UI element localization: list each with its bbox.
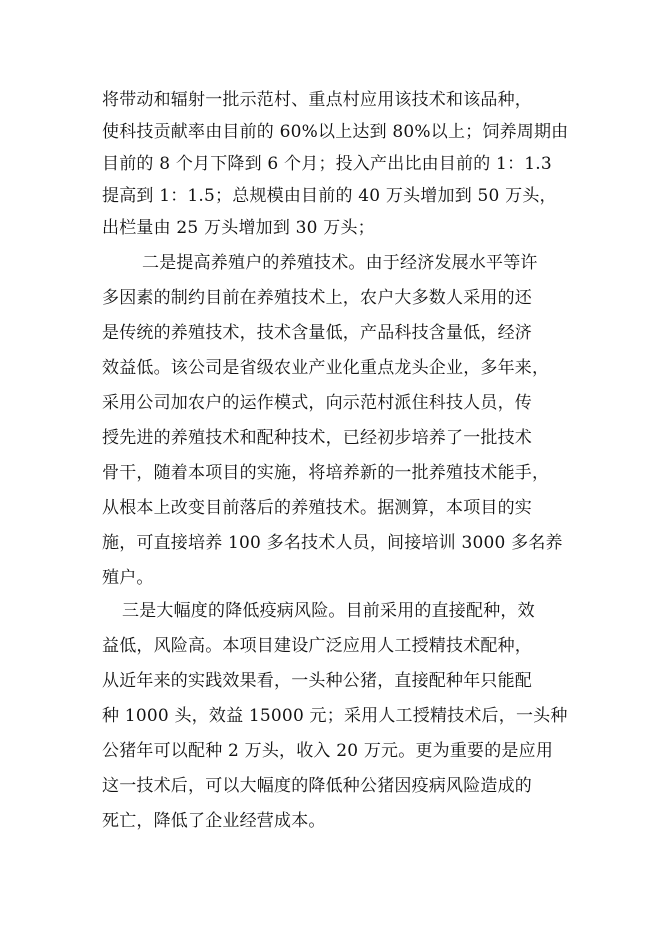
text-line: 施，可直接培养 100 多名技术人员，间接培训 3000 多名养 <box>102 533 563 553</box>
text-line: 从根本上改变目前落后的养殖技术。据测算，本项目的实 <box>102 498 532 518</box>
text-line: 出栏量由 25 万头增加到 30 万头； <box>102 218 375 238</box>
text-line: 效益低。该公司是省级农业产业化重点龙头企业，多年来， <box>102 358 550 378</box>
text-line: 益低，风险高。本项目建设广泛应用人工授精技术配种， <box>102 636 532 656</box>
text-line: 公猪年可以配种 2 万头，收入 20 万元。更为重要的是应用 <box>102 741 554 761</box>
text-line: 死亡，降低了企业经营成本。 <box>102 811 326 831</box>
text-line: 多因素的制约目前在养殖技术上，农户大多数人采用的还 <box>102 288 532 308</box>
text-line: 将带动和辐射一批示范村、重点村应用该技术和该品种， <box>102 90 532 110</box>
text-line: 提高到 1：1.5；总规模由目前的 40 万头增加到 50 万头， <box>102 186 557 206</box>
text-line: 殖户。 <box>102 568 154 588</box>
text-line: 这一技术后，可以大幅度的降低种公猪因疫病风险造成的 <box>102 776 532 796</box>
text-line: 是传统的养殖技术，技术含量低，产品科技含量低，经济 <box>102 323 532 343</box>
text-line: 授先进的养殖技术和配种技术，已经初步培养了一批技术 <box>102 428 532 448</box>
text-line: 种 1000 头，效益 15000 元；采用人工授精技术后，一头种 <box>102 706 568 726</box>
text-line: 目前的 8 个月下降到 6 个月；投入产出比由目前的 1：1.3 <box>102 154 552 174</box>
text-line: 骨干，随着本项目的实施，将培养新的一批养殖技术能手， <box>102 463 550 483</box>
text-line: 使科技贡献率由目前的 60%以上达到 80%以上；饲养周期由 <box>102 122 569 142</box>
text-line: 二是提高养殖户的养殖技术。由于经济发展水平等许 <box>142 253 538 273</box>
text-line: 采用公司加农户的运作模式，向示范村派住科技人员，传 <box>102 393 532 413</box>
text-line: 从近年来的实践效果看，一头种公猪，直接配种年只能配 <box>102 671 532 691</box>
text-line: 三是大幅度的降低疫病风险。目前采用的直接配种，效 <box>122 601 535 621</box>
